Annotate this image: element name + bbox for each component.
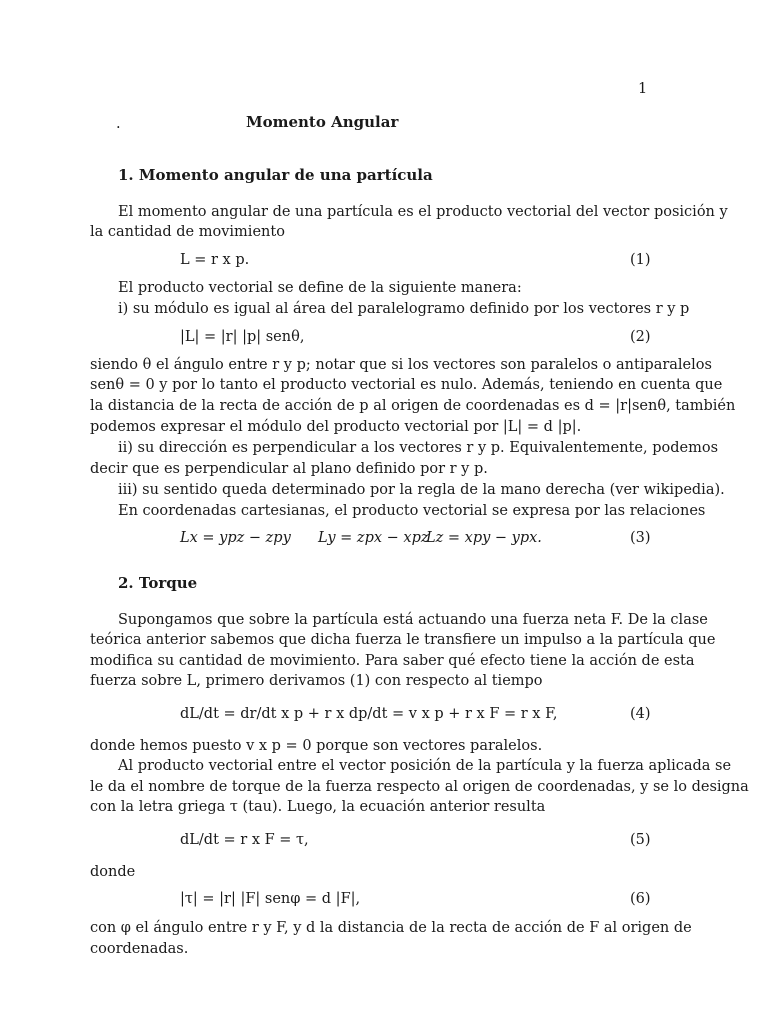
paragraph-line: iii) su sentido queda determinado por la regla de la mano derecha (ver wikipedia). — [118, 482, 725, 498]
paragraph-line: El producto vectorial se define de la siguiente manera: — [118, 280, 522, 296]
paragraph-line: El momento angular de una partícula es el producto vectorial del vector posición y — [118, 204, 728, 220]
paragraph-line: donde — [90, 864, 136, 880]
paragraph-line: con φ el ángulo entre r y F, y d la distancia de la recta de acción de F al origen de — [90, 920, 692, 936]
page-title: Momento Angular — [246, 113, 399, 131]
equation-3-lz: Lz = xpy − ypx. — [426, 530, 542, 546]
paragraph-line: coordenadas. — [90, 941, 189, 957]
paragraph-line: podemos expresar el módulo del producto vectorial por |L| = d |p|. — [90, 419, 582, 435]
paragraph-line: teórica anterior sabemos que dicha fuerza le transfiere un impulso a la partícula que — [90, 632, 716, 648]
equation-number-6: (6) — [630, 891, 651, 907]
paragraph-line: fuerza sobre L, primero derivamos (1) con respecto al tiempo — [90, 673, 543, 689]
equation-number-3: (3) — [630, 530, 651, 546]
equation-5: dL/dt = r x F = τ, — [180, 832, 309, 848]
page-number: 1 — [638, 81, 648, 97]
paragraph-line: Supongamos que sobre la partícula está actuando una fuerza neta F. De la clase — [118, 612, 708, 628]
equation-2: |L| = |r| |p| senθ, — [180, 329, 305, 345]
equation-number-5: (5) — [630, 832, 651, 848]
section-heading-2: 2. Torque — [118, 574, 198, 592]
paragraph-line: siendo θ el ángulo entre r y p; notar que si los vectores son paralelos o antiparalelos — [90, 357, 712, 373]
paragraph-line: ii) su dirección es perpendicular a los vectores r y p. Equivalentemente, podemos — [118, 440, 719, 456]
equation-4: dL/dt = dr/dt x p + r x dp/dt = v x p + r x F = r x F, — [180, 706, 558, 722]
section-heading-1: 1. Momento angular de una partícula — [118, 166, 433, 184]
paragraph-line: decir que es perpendicular al plano definido por r y p. — [90, 461, 488, 477]
paragraph-line: i) su módulo es igual al área del paralelogramo definido por los vectores r y p — [118, 301, 690, 317]
title-dot: . — [116, 116, 121, 132]
paragraph-line: modifica su cantidad de movimiento. Para saber qué efecto tiene la acción de esta — [90, 653, 695, 669]
paragraph-line: la distancia de la recta de acción de p al origen de coordenadas es d = |r|senθ, también — [90, 398, 736, 414]
paragraph-line: con la letra griega τ (tau). Luego, la ecuación anterior resulta — [90, 799, 546, 815]
paragraph-line: le da el nombre de torque de la fuerza respecto al origen de coordenadas, y se lo designa — [90, 779, 749, 795]
equation-number-1: (1) — [630, 252, 651, 268]
equation-6: |τ| = |r| |F| senφ = d |F|, — [180, 891, 361, 907]
equation-number-2: (2) — [630, 329, 651, 345]
paragraph-line: En coordenadas cartesianas, el producto vectorial se expresa por las relaciones — [118, 503, 706, 519]
paragraph-line: donde hemos puesto v x p = 0 porque son vectores paralelos. — [90, 738, 543, 754]
equation-3-ly: Ly = zpx − xpz — [318, 530, 429, 546]
equation-number-4: (4) — [630, 706, 651, 722]
paragraph-line: Al producto vectorial entre el vector posición de la partícula y la fuerza aplicada se — [118, 758, 732, 774]
paragraph-line: la cantidad de movimiento — [90, 224, 285, 240]
paragraph-line: senθ = 0 y por lo tanto el producto vectorial es nulo. Además, teniendo en cuenta que — [90, 377, 723, 393]
equation-3-lx: Lx = ypz − zpy — [180, 530, 291, 546]
equation-1: L = r x p. — [180, 252, 250, 268]
